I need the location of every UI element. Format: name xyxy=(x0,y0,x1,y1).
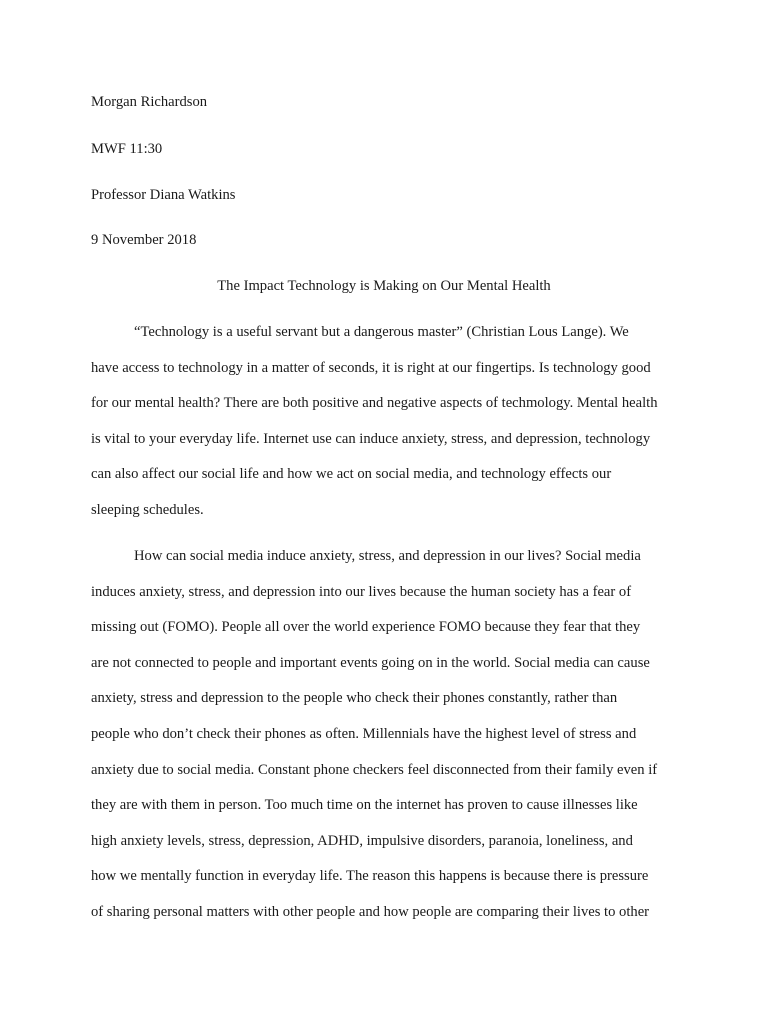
document-title: The Impact Technology is Making on Our Mental Health xyxy=(217,278,551,294)
document-date: 9 November 2018 xyxy=(91,232,197,248)
paragraph-line: How can social media induce anxiety, stress, and depression in our lives? Social media xyxy=(134,548,641,564)
paragraph-line: anxiety, stress and depression to the people who check their phones constantly, rather than xyxy=(91,690,618,707)
paragraph-line: high anxiety levels, stress, depression, ADHD, impulsive disorders, paranoia, loneliness, and xyxy=(91,832,633,849)
paragraph-line: have access to technology in a matter of seconds, it is right at our fingertips. Is technology good xyxy=(91,359,651,376)
paragraph-line: they are with them in person. Too much time on the internet has proven to cause illnesses like xyxy=(91,797,638,814)
professor-name: Professor Diana Watkins xyxy=(91,187,236,203)
paragraph-line: missing out (FOMO). People all over the world experience FOMO because they fear that they xyxy=(91,619,641,636)
author-name: Morgan Richardson xyxy=(91,94,208,110)
paragraph-line: induces anxiety, stress, and depression into our lives because the human society has a fear of xyxy=(91,583,632,600)
paragraph-2 xyxy=(91,547,691,939)
paragraph-line: sleeping schedules. xyxy=(91,501,204,518)
paragraph-line: how we mentally function in everyday life. The reason this happens is because there is pressure xyxy=(91,868,649,885)
paragraph-line: of sharing personal matters with other people and how people are comparing their lives to other xyxy=(91,903,650,920)
paragraph-1 xyxy=(91,323,691,537)
paragraph-line: for our mental health? There are both positive and negative aspects of techmology. Mental health xyxy=(91,395,658,412)
paragraph-line: anxiety due to social media. Constant phone checkers feel disconnected from their family even if xyxy=(91,761,658,778)
paragraph-line: people who don’t check their phones as often. Millennials have the highest level of stress and xyxy=(91,725,637,742)
paragraph-line: “Technology is a useful servant but a dangerous master” (Christian Lous Lange). We xyxy=(134,324,629,340)
paragraph-line: are not connected to people and important events going on in the world. Social media can cause xyxy=(91,654,650,671)
paragraph-line: is vital to your everyday life. Internet use can induce anxiety, stress, and depression, technology xyxy=(91,430,651,447)
paragraph-line: can also affect our social life and how we act on social media, and technology effects our xyxy=(91,466,612,483)
class-time: MWF 11:30 xyxy=(91,141,163,157)
